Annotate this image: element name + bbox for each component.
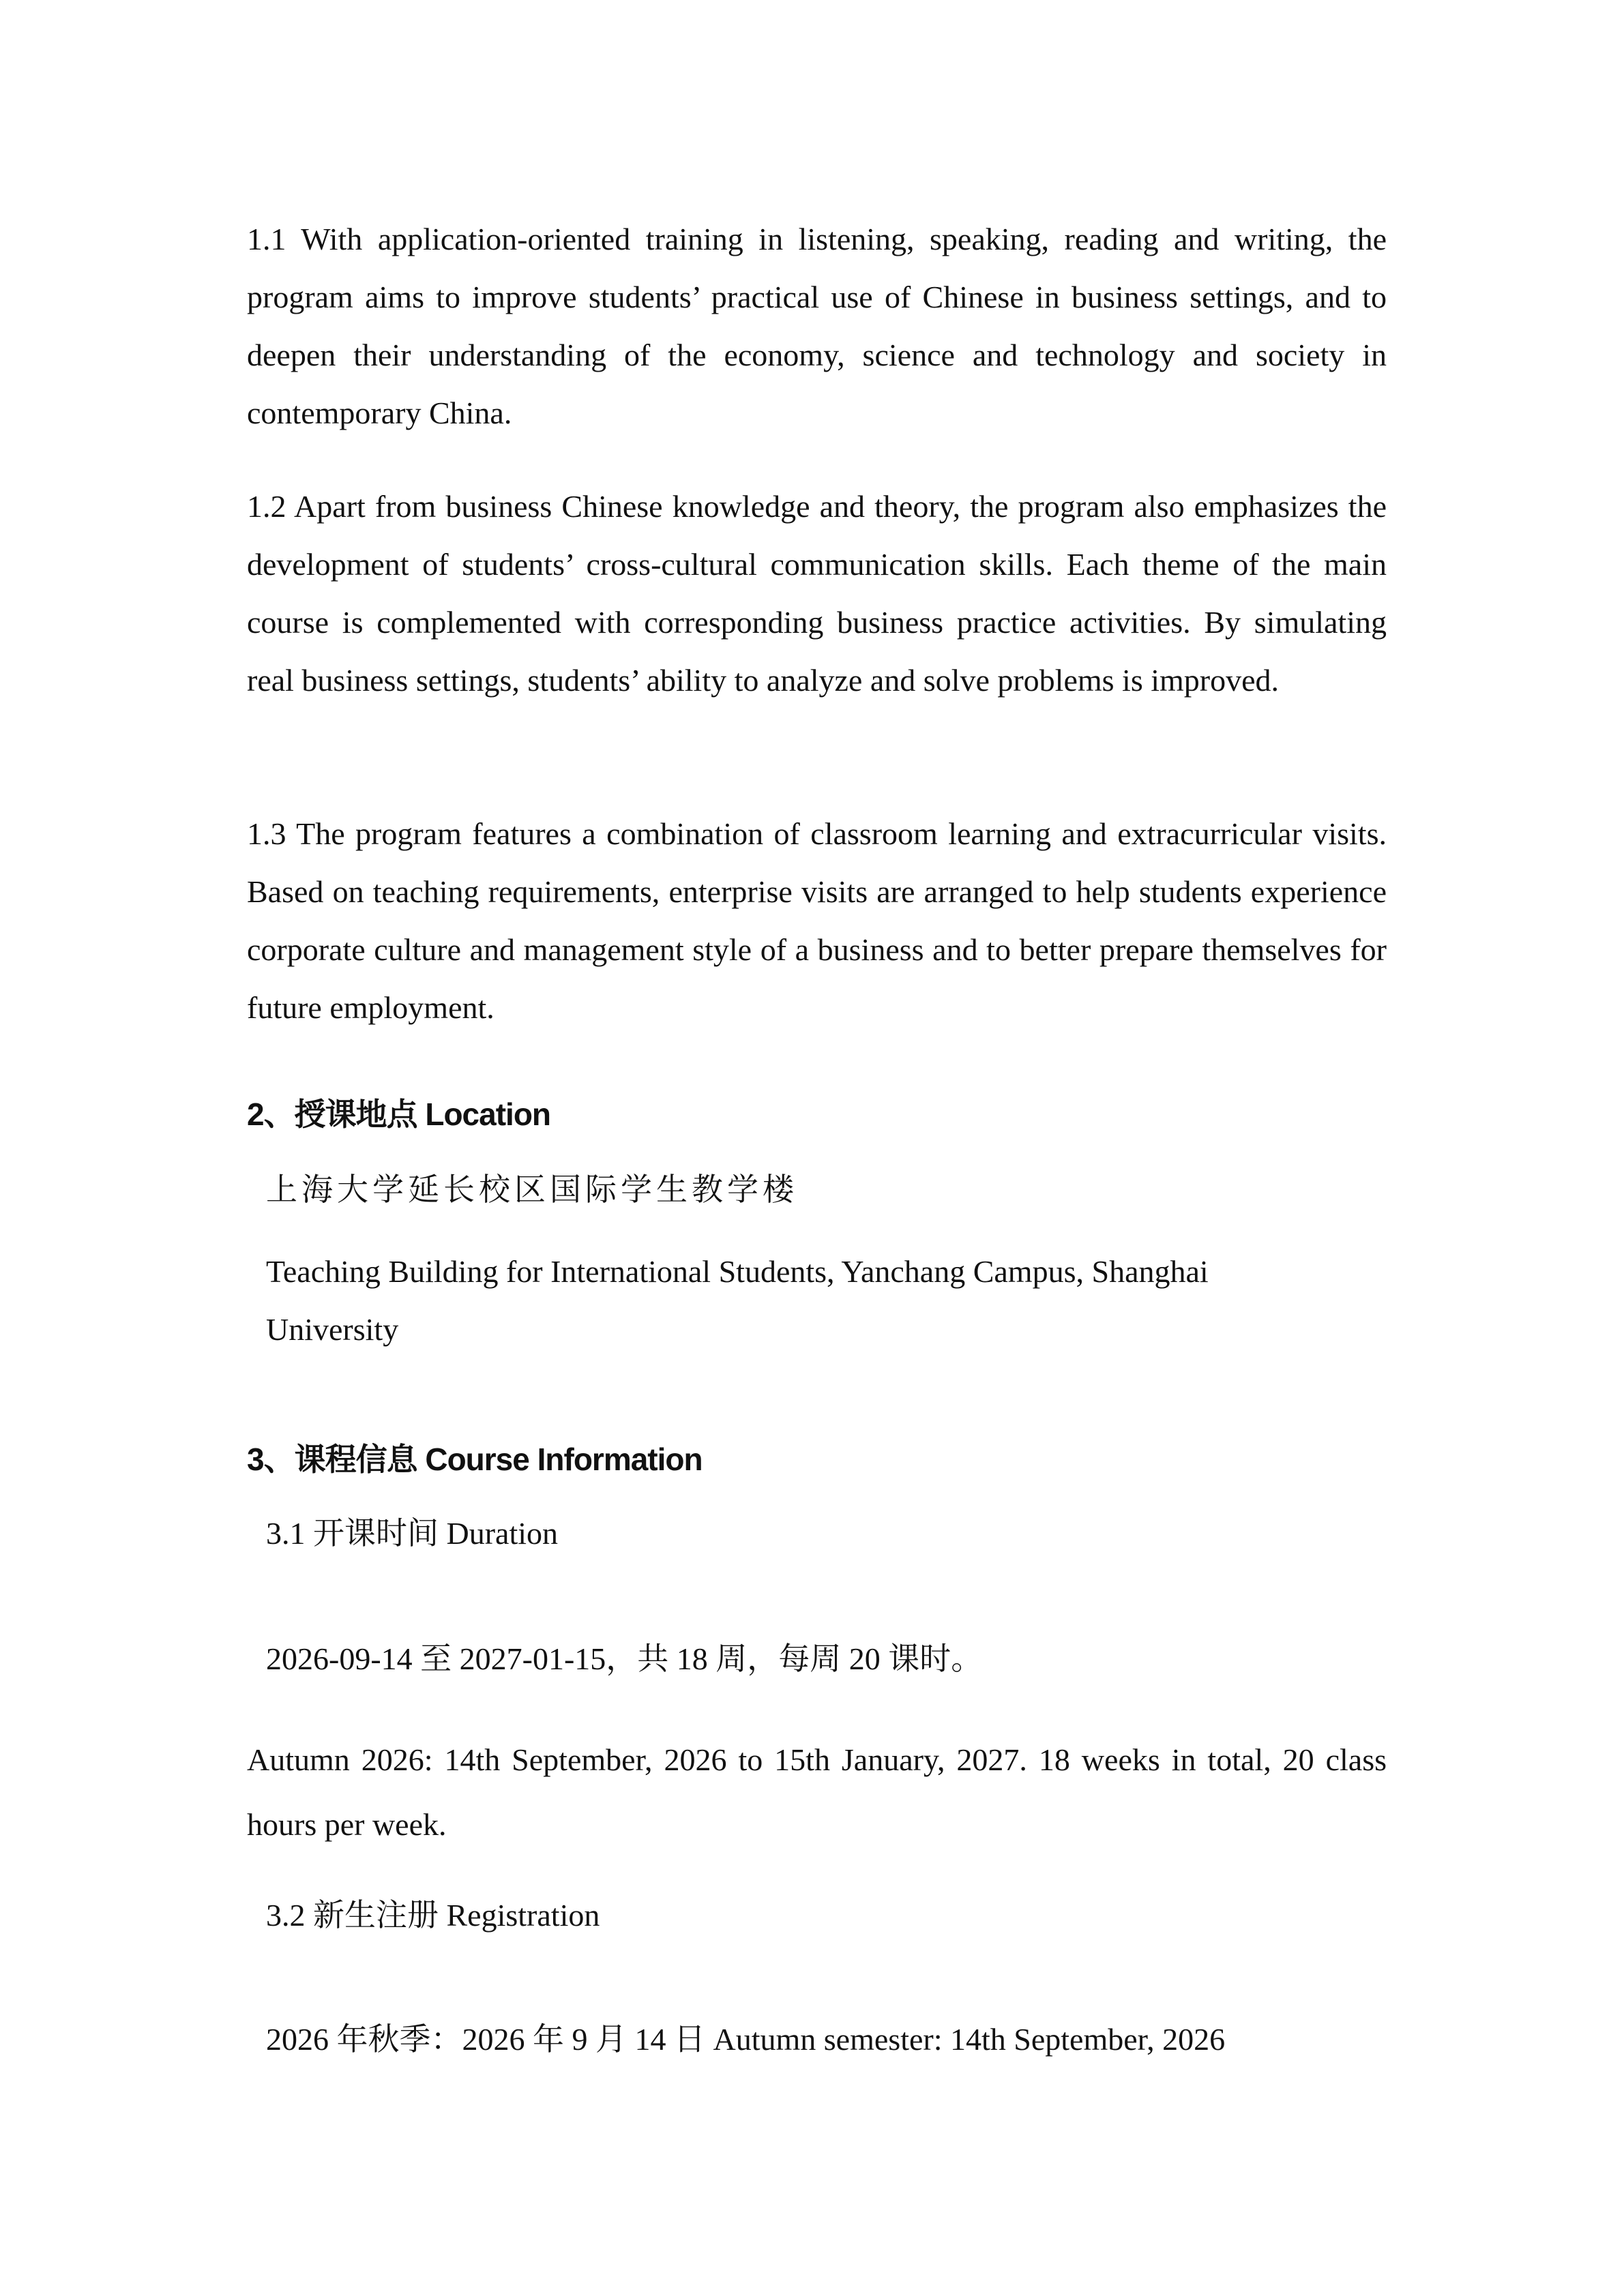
location-address-cn: 上海大学延长校区国际学生教学楼 — [266, 1172, 798, 1207]
registration-text: 2026 年秋季：2026 年 9 月 14 日 Autumn semester: 14th September, 2026 — [266, 2022, 1226, 2057]
duration-cn: 2026-09-14 至 2027-01-15，共 18 周，每周 20 课时。 — [266, 1641, 983, 1676]
duration-en: Autumn 2026: 14th September, 2026 to 15th January, 2027. 18 weeks in total, 20 class hours per week. — [247, 1742, 1387, 1842]
location-address-en-line2: University — [266, 1312, 399, 1347]
course-info-heading: 3、课程信息 Course Information — [247, 1442, 703, 1477]
duration-title: 3.1 开课时间 Duration — [266, 1516, 559, 1551]
location-heading: 2、授课地点 Location — [247, 1097, 551, 1132]
paragraph-1-3: 1.3 The program features a combination of classroom learning and extracurricular visits. Based on teaching requirements, enterprise visits are arranged to help students experience corporate culture and management style of a business and to better prepare themselves for future employment. — [247, 816, 1387, 1025]
location-address-en-line1: Teaching Building for International Students, Yanchang Campus, Shanghai — [266, 1254, 1209, 1289]
registration-title: 3.2 新生注册 Registration — [266, 1898, 600, 1933]
paragraph-1-2: 1.2 Apart from business Chinese knowledge and theory, the program also emphasizes the development of students’ cross-cultural communication skills. Each theme of the main course is complemented with corresponding business practice activities. By simulating real business settings, students’ ability to analyze and solve problems is improved. — [247, 489, 1387, 698]
paragraph-1-1: 1.1 With application-oriented training in listening, speaking, reading and writing, the program aims to improve students’ practical use of Chinese in business settings, and to deepen their understanding of the economy, science and technology and society in contemporary China. — [247, 222, 1387, 430]
